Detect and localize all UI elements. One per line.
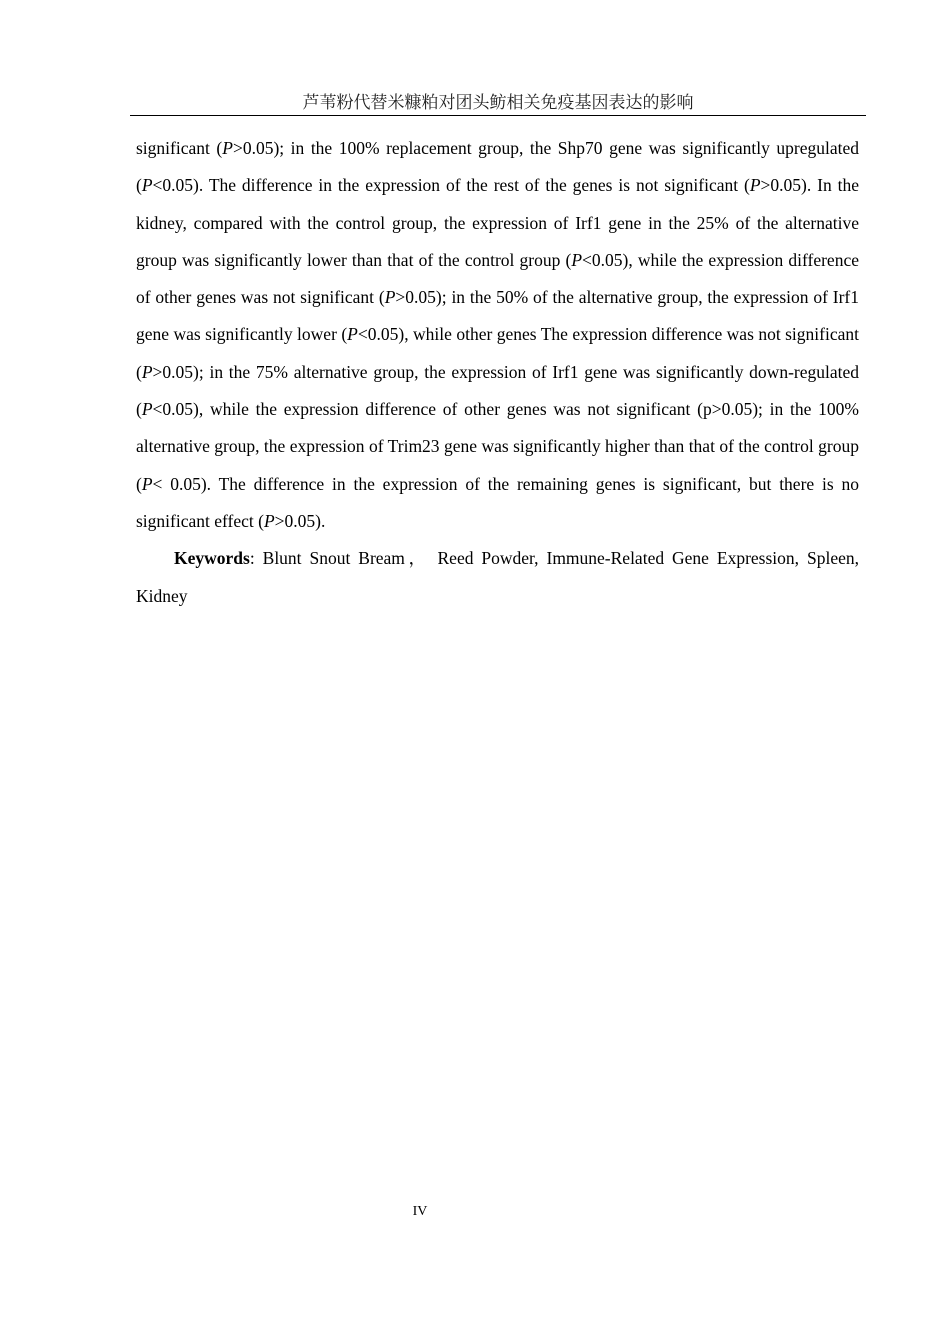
- p-value-symbol: P: [141, 175, 153, 196]
- p-value-symbol: P: [749, 175, 761, 196]
- abstract-text-segment: <0.05). The difference in the expression of the rest of the genes is not significant (: [152, 175, 750, 196]
- keywords-label: Keywords: [174, 548, 250, 569]
- p-value-symbol: P: [222, 138, 233, 158]
- p-value-symbol: P: [141, 361, 153, 382]
- running-header-title: 芦苇粉代替米糠粕对团头鲂相关免疫基因表达的影响: [302, 93, 694, 113]
- p-value-symbol: P: [141, 399, 153, 420]
- page-number: IV: [412, 1204, 428, 1219]
- abstract-text-segment: significant (: [136, 138, 223, 158]
- abstract-text-segment: < 0.05). The difference in the expression of the remaining genes is significant, but there is no significant effect (: [136, 473, 859, 531]
- p-value-symbol: P: [141, 473, 153, 494]
- header-rule: [130, 115, 866, 116]
- p-value-symbol: P: [263, 510, 275, 531]
- abstract-text-segment: <0.05), while the expression difference of other genes was not significant (: [136, 249, 859, 308]
- abstract-text-segment: >0.05); in the 100% replacement group, the Shp70 gene was significantly upregulated (: [136, 138, 860, 196]
- abstract-text-segment: >0.05); in the 75% alternative group, the expression of Irf1 gene was significantly down-regulated (: [136, 361, 859, 420]
- abstract-paragraph: [136, 130, 859, 540]
- p-value-symbol: P: [571, 249, 583, 270]
- abstract-text-segment: <0.05), while other genes The expression difference was not significant (: [136, 324, 859, 382]
- page-content: [136, 130, 859, 615]
- abstract-text-segment: >0.05).: [274, 510, 326, 531]
- p-value-symbol: P: [347, 324, 358, 345]
- keywords-text: Blunt Snout Bream， Reed Powder, Immune-Related Gene Expression, Spleen, Kidney: [136, 548, 859, 606]
- keywords-separator: :: [249, 548, 263, 569]
- p-value-symbol: P: [384, 287, 396, 308]
- abstract-text-segment: >0.05). In the kidney, compared with the control group, the expression of Irf1 gene in the 25% of the alternative group was significantly lower than that of the control group (: [136, 175, 859, 270]
- keywords-paragraph: [136, 540, 859, 615]
- abstract-text-segment: >0.05); in the 50% of the alternative group, the expression of Irf1 gene was significantly lower (: [136, 287, 859, 345]
- abstract-text-segment: <0.05), while the expression difference of other genes was not significant (p>0.05); in the 100% alternative group, the expression of Trim23 gene was significantly higher than that of the control group (: [136, 399, 859, 494]
